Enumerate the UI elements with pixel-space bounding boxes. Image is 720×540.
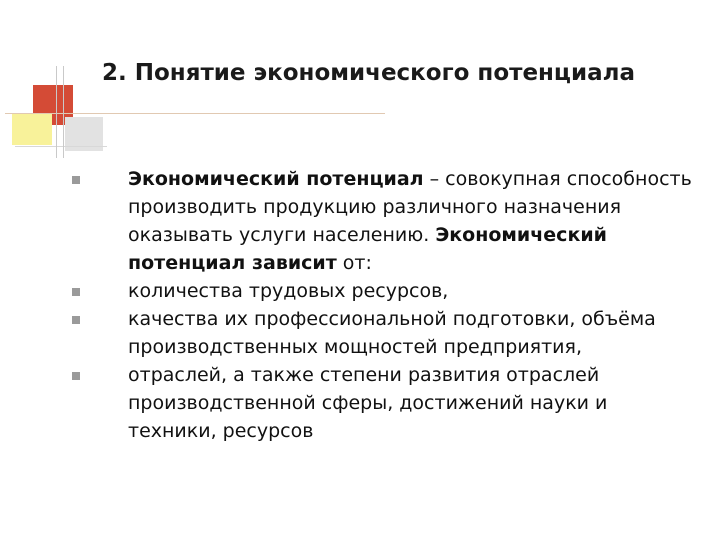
bullet-text: от: xyxy=(336,252,372,274)
decor-vertical-line xyxy=(63,66,64,158)
bullet-text: количества трудовых ресурсов, xyxy=(128,280,449,302)
bullet-text: качества их профессиональной подготовки, объёма производственных мощностей предприятия, xyxy=(128,308,656,358)
bullet-text: – совокупная способность производить продукцию различного назначения оказывать услуги населению. xyxy=(128,168,692,246)
decor-horizontal-line-short xyxy=(15,146,107,147)
bullet-item xyxy=(128,277,693,305)
decor-vertical-line xyxy=(56,66,57,158)
slide-title: 2. Понятие экономического потенциала xyxy=(102,60,635,86)
decor-yellow-square xyxy=(12,114,52,145)
bullet-item xyxy=(128,305,693,361)
bullet-bold-term: Экономический потенциал xyxy=(128,168,424,190)
bullet-text: отраслей, а также степени развития отраслей производственной сферы, достижений науки и техники, ресурсов xyxy=(128,364,608,442)
bullet-marker-icon xyxy=(72,176,80,184)
decor-horizontal-line xyxy=(5,113,385,114)
bullet-marker-icon xyxy=(72,288,80,296)
bullet-marker-icon xyxy=(72,316,80,324)
bullet-marker-icon xyxy=(72,372,80,380)
bullet-item xyxy=(128,361,693,445)
bullet-list xyxy=(128,165,693,445)
bullet-bold-term: Экономический потенциал зависит xyxy=(128,224,607,274)
bullet-item xyxy=(128,165,693,277)
